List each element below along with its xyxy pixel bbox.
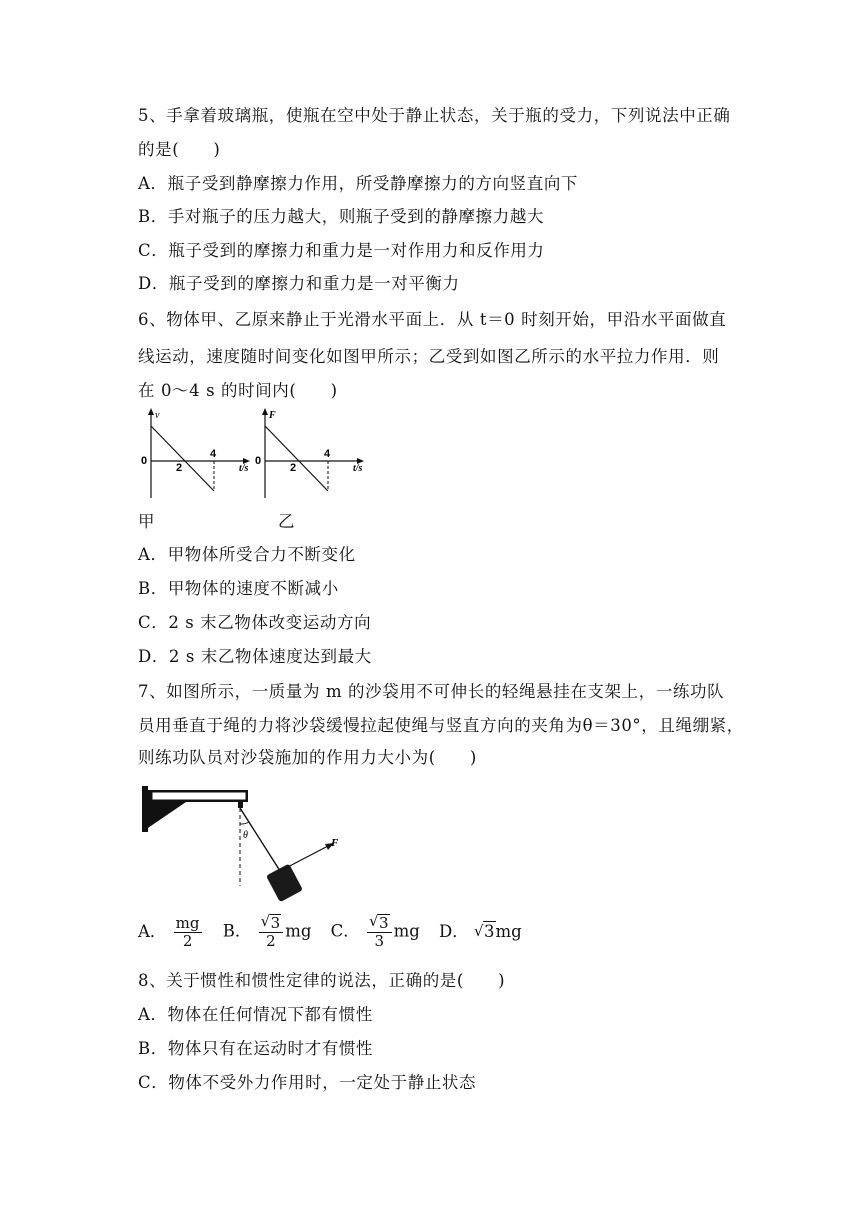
q7-option-a (138, 915, 204, 950)
caption-yi: 乙 (278, 512, 295, 531)
q7-option-d-radicand: 3 (484, 922, 495, 941)
q7-stem-line3: 则练功队员对沙袋施加的作用力大小为( ) (138, 748, 477, 767)
q7-option-b-fraction (259, 914, 284, 950)
q5-stem-line2: 的是( ) (138, 140, 221, 159)
graph-jia-y-label: v (155, 410, 160, 421)
q7-option-c-radicand: 3 (379, 914, 389, 932)
q6-stem-line3: 在 0～4 s 的时间内( ) (138, 381, 338, 400)
q7-option-b-letter: B． (222, 921, 252, 941)
graph-jia-x-label: t/s (239, 463, 249, 474)
graph-yi-origin: 0 (255, 455, 262, 467)
q5-option-a: A．瓶子受到静摩擦力作用，所受静摩擦力的方向竖直向下 (138, 174, 579, 193)
q8-option-b: B．物体只有在运动时才有惯性 (138, 1039, 374, 1058)
caption-jia: 甲 (138, 512, 155, 531)
q7-option-b-radicand: 3 (270, 914, 281, 932)
q7-option-a-letter: A． (138, 921, 167, 941)
graph-jia-tick-2: 2 (176, 462, 183, 474)
q7-option-c-unit: mg (393, 921, 420, 941)
q7-option-a-denominator: 2 (182, 931, 193, 950)
q6-stem-line1: 6、物体甲、乙原来静止于光滑水平面上．从 t＝0 时刻开始，甲沿水平面做直 (138, 310, 727, 329)
graph-yi-y-label: F (269, 410, 276, 421)
q6-option-c: C．2 s 末乙物体改变运动方向 (138, 613, 372, 632)
q7-option-a-numerator: mg (175, 913, 200, 932)
graph-jia-origin: 0 (141, 455, 148, 467)
q7-options (138, 914, 536, 950)
q6-option-a: A．甲物体所受合力不断变化 (138, 545, 356, 564)
q7-option-d-letter: D． (439, 922, 469, 941)
q5-option-d: D．瓶子受到的摩擦力和重力是一对平衡力 (138, 274, 460, 293)
q7-option-c-fraction (367, 914, 392, 950)
graph-jia (138, 406, 258, 502)
force-label: F (331, 837, 339, 849)
q7-option-c-letter: C． (330, 921, 360, 941)
q6-option-d: D．2 s 末乙物体速度达到最大 (138, 647, 372, 666)
q7-option-c (331, 914, 420, 950)
graph-jia-tick-4: 4 (210, 448, 217, 460)
graph-yi-x-label: t/s (353, 463, 363, 474)
q7-stem-line2: 员用垂直于绳的力将沙袋缓慢拉起使绳与竖直方向的夹角为θ＝30°，且绳绷紧， (138, 716, 744, 735)
q7-stem-line1: 7、如图所示，一质量为 m 的沙袋用不可伸长的轻绳悬挂在支架上，一练功队 (138, 682, 725, 701)
q7-option-b-sqrt: √ 3 (260, 912, 281, 932)
q7-option-c-denominator: 3 (374, 932, 385, 950)
q5-option-b: B．手对瓶子的压力越大，则瓶子受到的静摩擦力越大 (138, 207, 545, 226)
q8-option-c: C．物体不受外力作用时，一定处于静止状态 (138, 1073, 477, 1092)
theta-label: θ (243, 830, 248, 841)
graph-yi (252, 406, 372, 502)
graph-yi-tick-4: 4 (324, 448, 331, 460)
q6-stem-line2: 线运动，速度随时间变化如图甲所示；乙受到如图乙所示的水平拉力作用．则 (138, 347, 720, 366)
q7-option-d (439, 921, 522, 943)
q7-option-a-fraction (174, 915, 202, 950)
q7-option-b-unit: mg (285, 921, 312, 941)
q7-option-b (223, 914, 312, 950)
q8-stem: 8、关于惯性和惯性定律的说法，正确的是( ) (138, 971, 506, 990)
graph-yi-tick-2: 2 (290, 462, 297, 474)
q7-option-c-sqrt: √ 3 (369, 912, 389, 932)
q8-option-a: A．物体在任何情况下都有惯性 (138, 1005, 373, 1024)
sandbag-figure (138, 780, 358, 908)
q6-option-b: B．甲物体的速度不断减小 (138, 579, 339, 598)
q7-option-b-denominator: 2 (266, 932, 276, 950)
q5-stem-line1: 5、手拿着玻璃瓶，使瓶在空中处于静止状态，关于瓶的受力，下列说法中正确 (138, 106, 731, 125)
q5-option-c: C．瓶子受到的摩擦力和重力是一对作用力和反作用力 (138, 241, 545, 260)
q7-option-d-unit: mg (495, 922, 522, 941)
q7-option-d-sqrt: √ 3 (474, 922, 495, 941)
